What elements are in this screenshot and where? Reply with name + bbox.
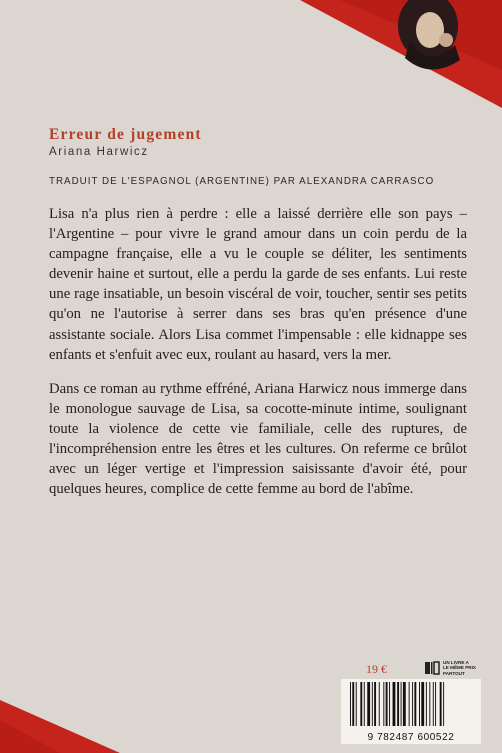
synopsis-paragraph-1: Lisa n'a plus rien à perdre : elle a laissé derrière elle son pays – l'Argentine – pour vivre le grand amour dans un coin perdu de la campagne française, elle a vu le couple se déliter, les sentiments devenir haine et surtout, elle a perdu la garde de ses enfants. Lui reste une rage insatiable, un besoin viscéral de voir, toucher, sentir ses petits qu'on ne l'autorise à serrer dans ses bras qu'en présence d'une assistante sociale. Alors Lisa commet l'impensable : elle kidnappe ses enfants et s'enfuit avec eux, roulant au hasard, vers la mer.: [49, 206, 467, 363]
synopsis: [49, 204, 467, 513]
cover-artwork-top: [0, 0, 502, 120]
barcode-bars: [346, 682, 476, 726]
translator-credit: TRADUIT DE L'ESPAGNOL (ARGENTINE) PAR ALEXANDRA CARRASCO: [49, 176, 435, 187]
title-block: [49, 126, 202, 158]
price-label: 19 €: [366, 662, 387, 676]
barcode-digits: 9 782487 600522: [367, 732, 455, 743]
barcode: [341, 679, 481, 744]
badge-text: UN LIVRE A LE MÊME PRIX PARTOUT: [443, 660, 476, 676]
book-author: Ariana Harwicz: [49, 146, 149, 158]
book-title: Erreur de jugement: [49, 126, 202, 143]
book-icon: [424, 660, 440, 676]
fixed-price-badge: [424, 660, 476, 676]
synopsis-paragraph-2: Dans ce roman au rythme effréné, Ariana Harwicz nous immerge dans le monologue sauvage de Lisa, sa cocotte-minute intime, soulignant toute la violence de cette vie familiale, celle des ruptures, de l'incompréhension entre les êtres et les cultures. On referme ce brûlot avec un léger vertige et l'impression saisissante d'avoir été, pour quelques heures, complice de cette femme au bord de l'abîme.: [49, 380, 467, 498]
